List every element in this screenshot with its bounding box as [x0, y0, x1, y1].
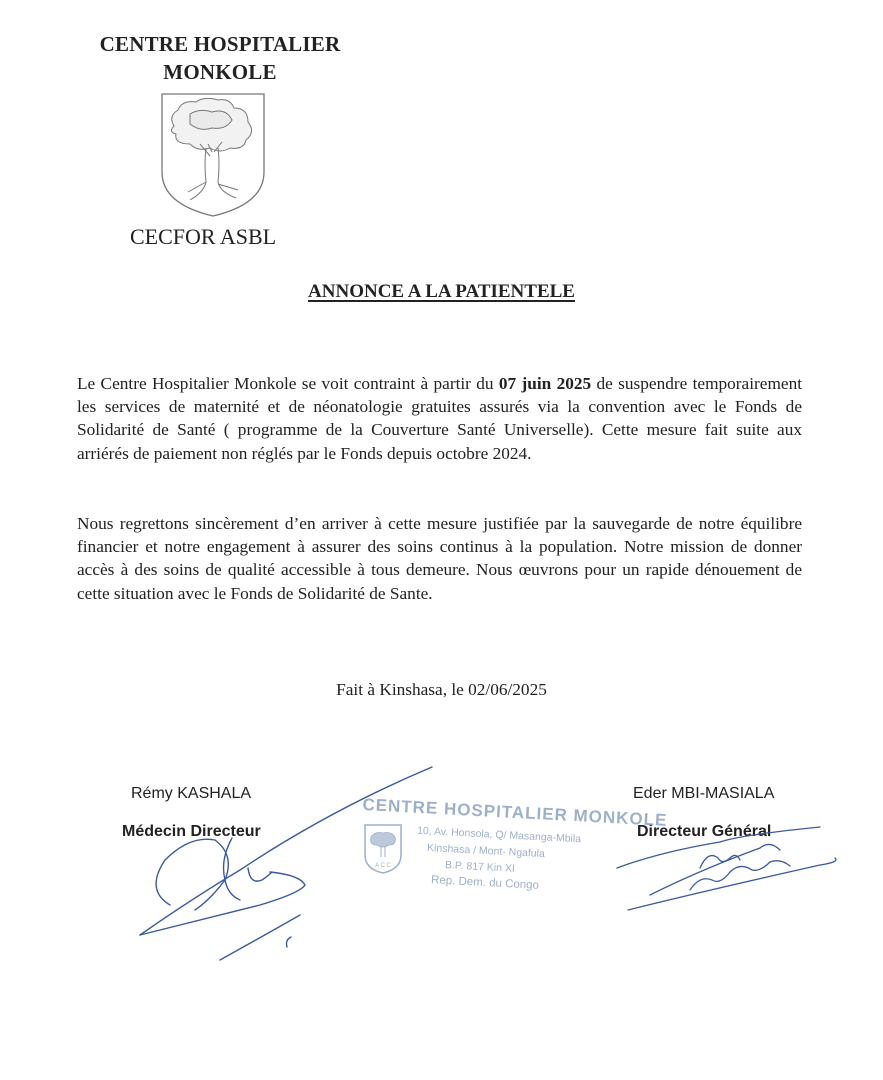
- signatory-right-role: Directeur Général: [637, 823, 772, 840]
- stamp-address-line3: B.P. 817 Kin XI: [444, 859, 516, 875]
- place-date: Fait à Kinshasa, le 02/06/2025: [336, 680, 547, 699]
- organization-subtitle: CECFOR ASBL: [130, 224, 277, 249]
- effective-date: 07 juin 2025: [498, 374, 592, 393]
- paragraph-1: [77, 372, 802, 465]
- stamp-address-line2: Kinshasa / Mont- Ngafula: [426, 841, 546, 861]
- stamp-crest-icon: [363, 823, 403, 875]
- paragraph-2: Nous regrettons sincèrement d’en arriver à cette mesure justifiée par la sauvegarde de notre équilibre financier et notre engagement à assurer des soins continus à la population. Notre mission de donner accès à des soins de qualité accessible à tous demeure. Nous œuvrons pour un rapide dénouement de cette situation avec le Fonds de Solidarité de Sante.: [77, 514, 802, 603]
- paragraph-1-rest: de suspendre temporairement les services de maternité et de néonatologie gratuites assurés via la convention avec le Fonds de Solidarité de Santé ( programme de la Couverture Santé Universelle). Cette mesure fait suite aux arriérés de paiement non réglés par le Fonds depuis octobre 2024.: [77, 374, 803, 463]
- document-title: ANNONCE A LA PATIENTELE: [308, 281, 575, 302]
- organization-name: [78, 30, 362, 86]
- signatory-left-name: Rémy KASHALA: [131, 785, 252, 802]
- svg-text:A C C: A C C: [375, 863, 391, 869]
- official-stamp: [355, 795, 668, 910]
- paragraph-1-intro: Le Centre Hospitalier Monkole se voit contraint à partir du: [77, 374, 499, 393]
- stamp-address-line4: Rep. Dem. du Congo: [430, 874, 540, 892]
- signatory-right-name: Eder MBI-MASIALA: [633, 785, 775, 802]
- stamp-title: CENTRE HOSPITALIER MONKOLE: [362, 795, 668, 830]
- tree-crest-icon: [160, 92, 266, 218]
- stamp-address-line1: 10, Av. Honsola, Q/ Masanga-Mbila: [416, 824, 582, 846]
- organization-name-line1: CENTRE HOSPITALIER: [99, 32, 341, 56]
- organization-name-line2: MONKOLE: [163, 60, 277, 84]
- signatory-left-role: Médecin Directeur: [122, 823, 261, 840]
